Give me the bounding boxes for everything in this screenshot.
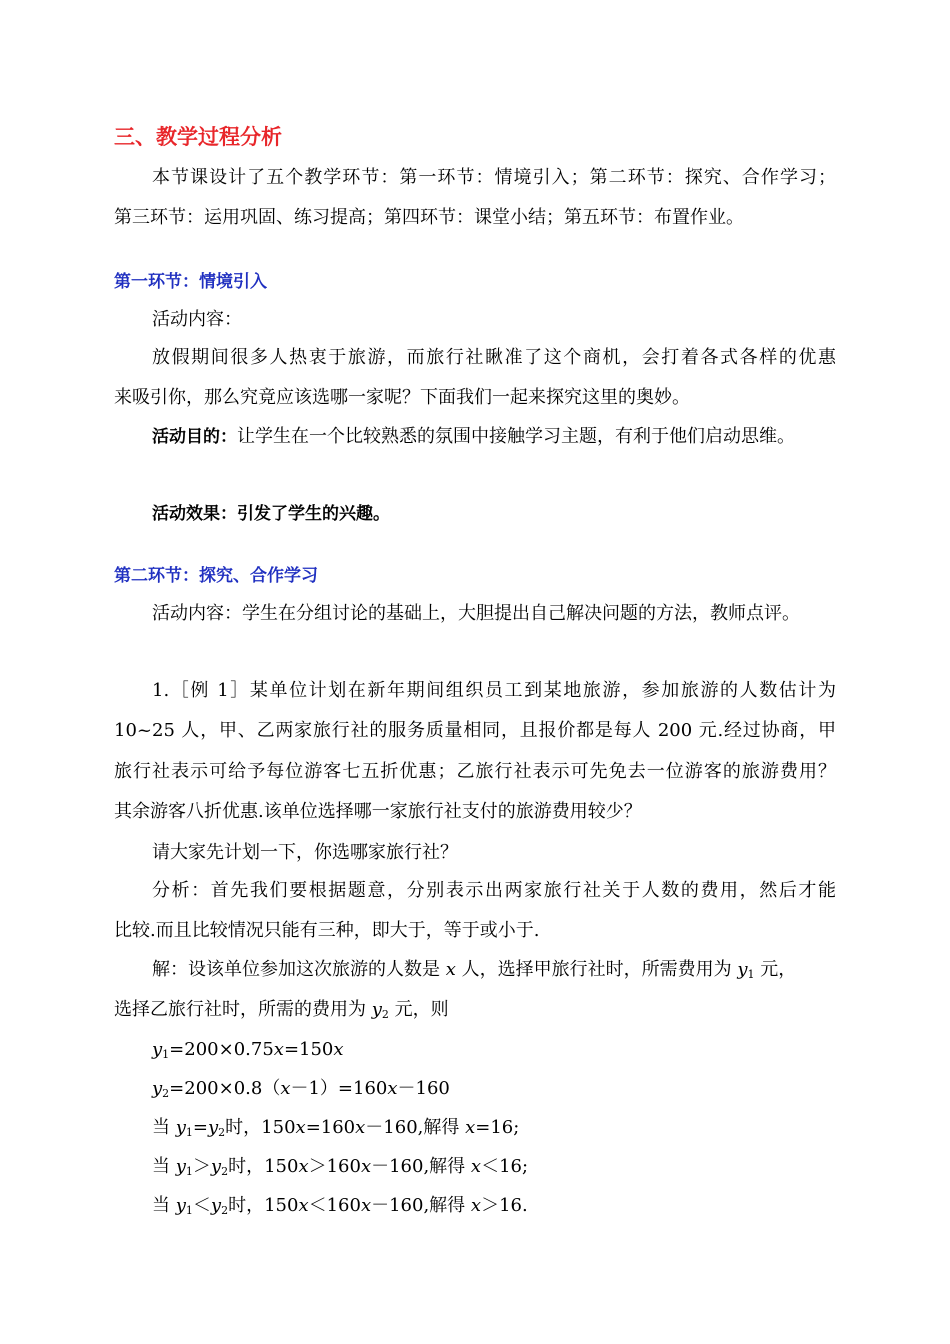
case-less: 当 $y_1<y_2$时，150x＜160x－160,解得 x＞16. bbox=[152, 1195, 528, 1217]
intro-line-2: 第三环节：运用巩固、练习提高；第四环节：课堂小结；第五环节：布置作业。 bbox=[114, 207, 744, 228]
example-line-4: 其余游客八折优惠.该单位选择哪一家旅行社支付的旅游费用较少？ bbox=[114, 801, 642, 822]
analysis-line-2: 比较.而且比较情况只能有三种，即大于，等于或小于. bbox=[114, 920, 540, 941]
example-line-1: 1.［例 1］某单位计划在新年期间组织员工到某地旅游，参加旅游的人数估计为 bbox=[152, 680, 836, 701]
equation-y2: $y_2=200\times 0.8(x-1)=160x-160$ bbox=[152, 1078, 450, 1100]
section-title: 三、教学过程分析 bbox=[114, 125, 282, 149]
step1-purpose-text: 让学生在一个比较熟悉的氛围中接触学习主题，有利于他们启动思维。 bbox=[237, 426, 795, 447]
example-question: 请大家先计划一下，你选哪家旅行社？ bbox=[152, 842, 458, 863]
step2-content: 活动内容：学生在分组讨论的基础上，大胆提出自己解决问题的方法，教师点评。 bbox=[152, 603, 800, 624]
step1-purpose bbox=[152, 425, 795, 449]
step1-content-line-2: 来吸引你，那么究竟应该选哪一家呢？下面我们一起来探究这里的奥妙。 bbox=[114, 387, 690, 408]
solution-line-1: 解：设该单位参加这次旅游的人数是 x 人，选择甲旅行社时，所需费用为 $y_1$ 元， bbox=[152, 959, 797, 981]
step1-heading: 第一环节：情境引入 bbox=[114, 272, 267, 292]
equation-y1: $y_1=200\times 0.75x=150x$ bbox=[152, 1039, 344, 1061]
case-greater: 当 $y_1>y_2$时，150x＞160x－160,解得 x＜16; bbox=[152, 1156, 529, 1178]
analysis-line-1: 分析：首先我们要根据题意，分别表示出两家旅行社关于人数的费用，然后才能 bbox=[152, 880, 836, 901]
step1-purpose-label: 活动目的： bbox=[152, 427, 237, 447]
example-line-3: 旅行社表示可给予每位游客七五折优惠；乙旅行社表示可先免去一位游客的旅游费用？ bbox=[114, 761, 836, 782]
intro-line-1: 本节课设计了五个教学环节：第一环节：情境引入；第二环节：探究、合作学习； bbox=[152, 167, 836, 188]
step1-effect: 活动效果：引发了学生的兴趣。 bbox=[152, 504, 390, 524]
case-equal: 当 $y_1=y_2$时，150x=160x－160,解得 x=16; bbox=[152, 1117, 520, 1139]
solution-line-2: 选择乙旅行社时，所需的费用为 $y_2$ 元，则 bbox=[114, 999, 449, 1021]
step1-content-line-1: 放假期间很多人热衷于旅游，而旅行社瞅准了这个商机，会打着各式各样的优惠 bbox=[152, 347, 836, 368]
step2-heading: 第二环节：探究、合作学习 bbox=[114, 566, 318, 586]
step1-content-label: 活动内容： bbox=[152, 309, 242, 330]
example-line-2: 10~25 人，甲、乙两家旅行社的服务质量相同，且报价都是每人 200 元.经过协商，甲 bbox=[114, 720, 836, 741]
